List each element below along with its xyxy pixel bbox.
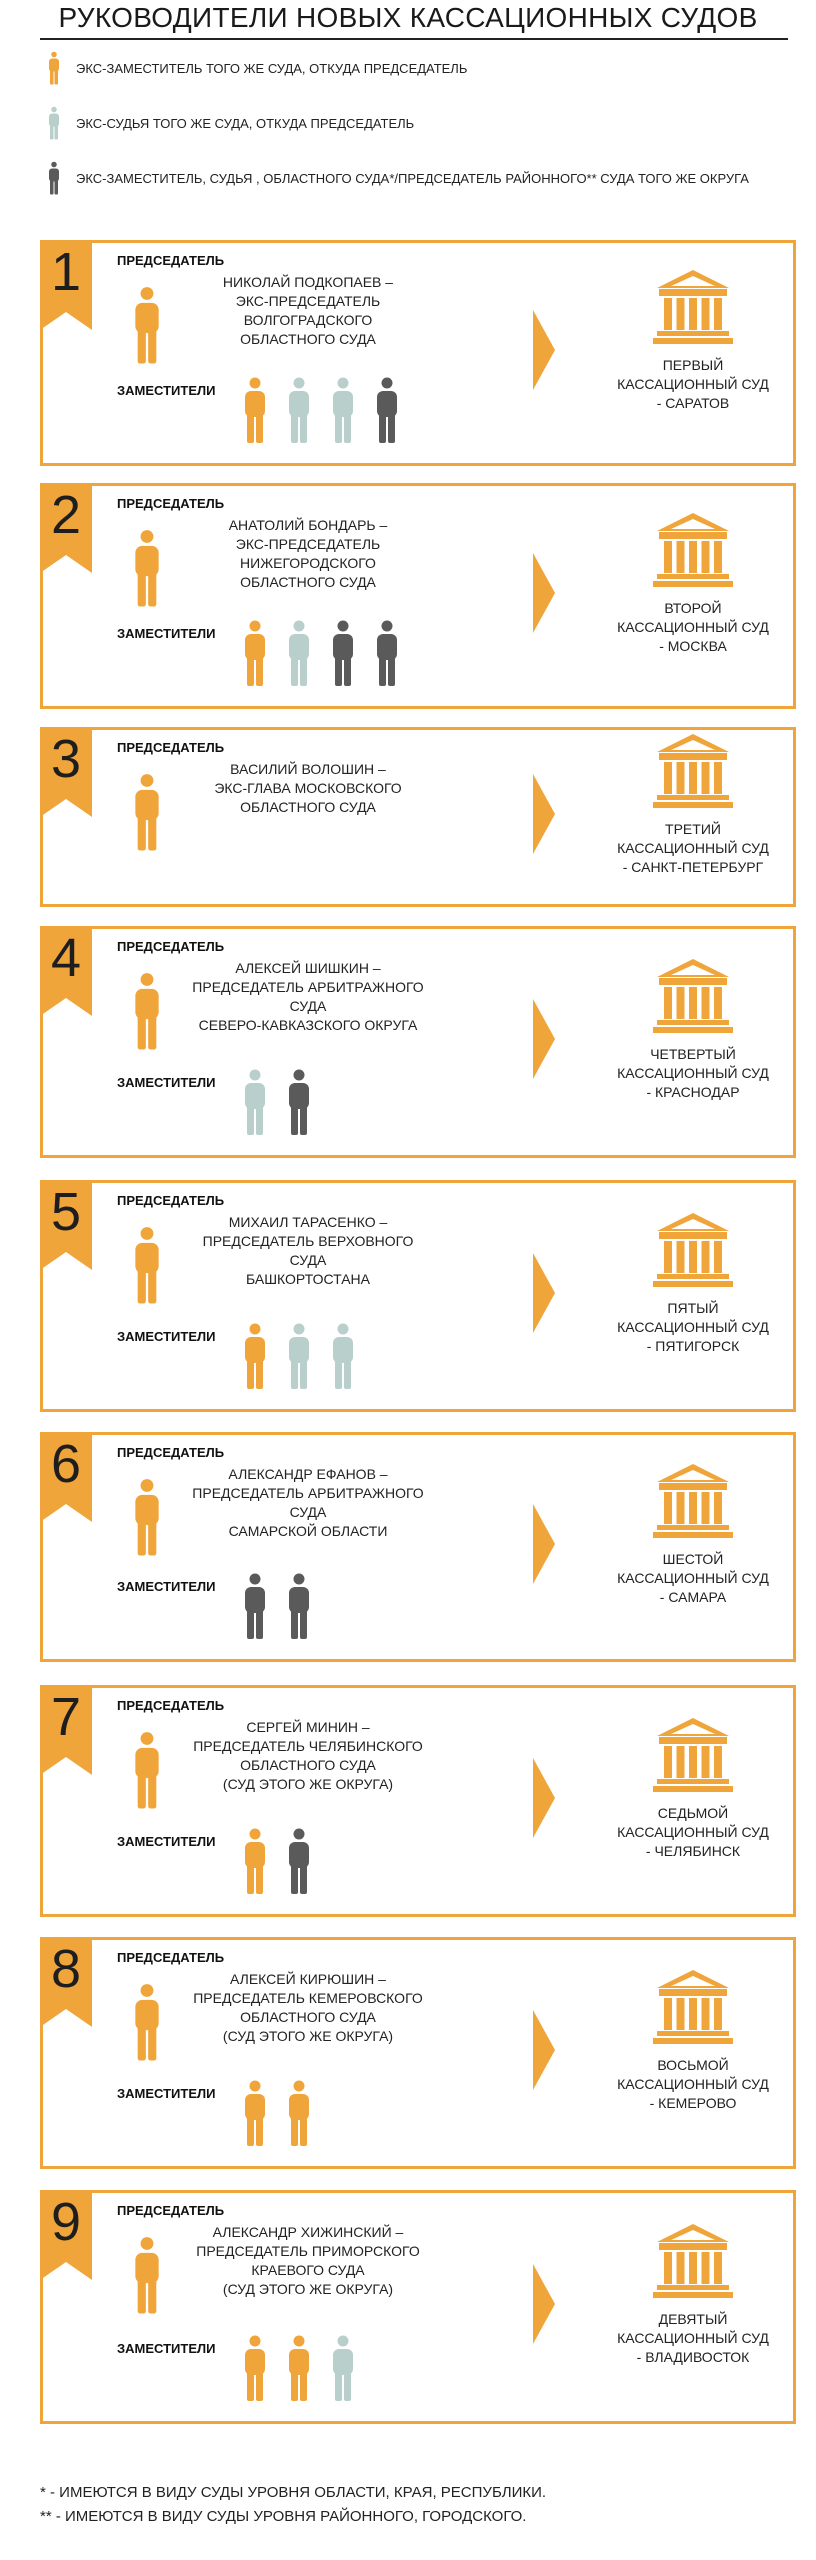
page-title: РУКОВОДИТЕЛИ НОВЫХ КАССАЦИОННЫХ СУДОВ	[58, 2, 758, 33]
person-icon	[243, 620, 267, 686]
number-ribbon	[40, 1937, 92, 2027]
chairman-line: (СУД ЭТОГО ЖЕ ОКРУГА)	[222, 2028, 394, 2044]
deputy-person-icon	[287, 377, 311, 443]
chairman-line: ОБЛАСТНОГО СУДА	[240, 1757, 376, 1773]
courthouse-icon	[653, 268, 733, 344]
deputy-person-icon	[375, 620, 399, 686]
person-icon	[331, 620, 355, 686]
court-name-line: КАССАЦИОННЫЙ СУД	[617, 1319, 769, 1335]
arrow-right-icon	[533, 2010, 555, 2090]
chairman-person-icon	[133, 283, 161, 367]
court-name	[593, 356, 793, 413]
person-icon	[243, 2080, 267, 2146]
chairman-person-icon	[133, 1223, 161, 1307]
chairman-person-icon	[133, 2233, 161, 2317]
deputies-label: ЗАМЕСТИТЕЛИ	[117, 2341, 216, 2356]
chairman-line: ОБЛАСТНОГО СУДА	[240, 2009, 376, 2025]
chairman-label: ПРЕДСЕДАТЕЛЬ	[117, 1445, 225, 1460]
chairman-line: ПРЕДСЕДАТЕЛЬ ПРИМОРСКОГО	[196, 2243, 420, 2259]
court-number: 1	[50, 242, 82, 302]
chairman-line: СЕРГЕЙ МИНИН –	[246, 1719, 370, 1735]
court-card-8	[40, 1937, 796, 2169]
person-icon	[133, 2233, 161, 2317]
arrow-right-icon	[533, 2264, 555, 2344]
deputy-person-icon	[287, 1069, 311, 1135]
person-icon	[133, 1728, 161, 1812]
chairman-line: АЛЕКСЕЙ ШИШКИН –	[235, 960, 381, 976]
person-icon	[133, 1980, 161, 2064]
court-name	[593, 599, 793, 656]
chairman-line: ЭКС-ПРЕДСЕДАТЕЛЬ ВОЛГОГРАДСКОГО	[235, 293, 381, 328]
legend-text: ЭКС-СУДЬЯ ТОГО ЖЕ СУДА, ОТКУДА ПРЕДСЕДАТЕЛЬ	[76, 115, 415, 131]
deputy-person-icon	[331, 620, 355, 686]
deputies-group	[243, 1069, 331, 1135]
court-name	[593, 1299, 793, 1356]
court-name-line: КАССАЦИОННЫЙ СУД	[617, 2330, 769, 2346]
court-name	[593, 1045, 793, 1102]
deputy-person-icon	[243, 1828, 267, 1894]
court-name-line: ТРЕТИЙ	[665, 821, 721, 837]
chairman-line: СЕВЕРО-КАВКАЗСКОГО ОКРУГА	[198, 1017, 418, 1033]
chairman-description	[183, 760, 433, 817]
chairman-person-icon	[133, 526, 161, 610]
chairman-label: ПРЕДСЕДАТЕЛЬ	[117, 1950, 225, 1965]
number-ribbon	[40, 727, 92, 817]
person-icon	[133, 969, 161, 1053]
chairman-description	[183, 516, 433, 592]
deputies-label: ЗАМЕСТИТЕЛИ	[117, 1329, 216, 1344]
deputy-person-icon	[243, 1323, 267, 1389]
deputy-person-icon	[287, 2335, 311, 2401]
chairman-label: ПРЕДСЕДАТЕЛЬ	[117, 496, 225, 511]
chairman-line: АЛЕКСАНДР ЕФАНОВ –	[228, 1466, 388, 1482]
arrow-right-icon	[533, 1504, 555, 1584]
person-icon	[243, 1828, 267, 1894]
legend-item	[48, 158, 749, 198]
chairman-line: (СУД ЭТОГО ЖЕ ОКРУГА)	[222, 2281, 394, 2297]
chairman-description	[183, 1718, 433, 1794]
chairman-line: ПРЕДСЕДАТЕЛЬ КЕМЕРОВСКОГО	[193, 1990, 423, 2006]
chairman-line: НИКОЛАЙ ПОДКОПАЕВ –	[222, 274, 394, 290]
deputies-group	[243, 2335, 375, 2401]
courthouse-icon	[653, 1462, 733, 1538]
person-icon	[133, 283, 161, 367]
chairman-line: ЭКС-ГЛАВА МОСКОВСКОГО	[214, 780, 402, 796]
court-card-9	[40, 2190, 796, 2424]
chairman-line: ОБЛАСТНОГО СУДА	[240, 799, 376, 815]
deputy-person-icon	[331, 377, 355, 443]
court-name-line: - КРАСНОДАР	[646, 1084, 740, 1100]
person-icon	[133, 770, 161, 854]
chairman-line: МИХАИЛ ТАРАСЕНКО –	[228, 1214, 388, 1230]
legend-person-icon	[48, 104, 60, 142]
court-name-line: КАССАЦИОННЫЙ СУД	[617, 1824, 769, 1840]
court-name-line: ШЕСТОЙ	[662, 1551, 724, 1567]
chairman-label: ПРЕДСЕДАТЕЛЬ	[117, 1193, 225, 1208]
court-name-line: - ЧЕЛЯБИНСК	[645, 1843, 741, 1859]
courthouse-icon	[653, 1968, 733, 2044]
deputy-person-icon	[243, 377, 267, 443]
chairman-line: КРАЕВОГО СУДА	[251, 2262, 365, 2278]
courthouse-icon	[653, 957, 733, 1033]
chairman-line: ВАСИЛИЙ ВОЛОШИН –	[230, 761, 386, 777]
court-name-line: ДЕВЯТЫЙ	[658, 2311, 728, 2327]
court-name-line: КАССАЦИОННЫЙ СУД	[617, 2076, 769, 2092]
chairman-line: АНАТОЛИЙ БОНДАРЬ –	[228, 517, 388, 533]
arrow-right-icon	[533, 1758, 555, 1838]
number-ribbon	[40, 240, 92, 330]
court-name-line: ВТОРОЙ	[664, 600, 722, 616]
chairman-line: АЛЕКСЕЙ КИРЮШИН –	[230, 1971, 386, 1987]
person-icon	[287, 1069, 311, 1135]
chairman-line: ОБЛАСТНОГО СУДА	[240, 331, 376, 347]
court-name	[593, 1550, 793, 1607]
court-name-line: ЧЕТВЕРТЫЙ	[650, 1046, 736, 1062]
deputies-label: ЗАМЕСТИТЕЛИ	[117, 1579, 216, 1594]
court-name	[593, 1804, 793, 1861]
person-icon	[287, 620, 311, 686]
deputies-group	[243, 377, 419, 443]
chairman-description	[183, 959, 433, 1035]
court-name-line: КАССАЦИОННЫЙ СУД	[617, 1570, 769, 1586]
court-number: 5	[50, 1182, 82, 1242]
person-icon	[243, 1323, 267, 1389]
deputy-person-icon	[243, 2335, 267, 2401]
chairman-description	[183, 1465, 433, 1541]
courthouse-icon	[653, 511, 733, 587]
deputy-person-icon	[287, 620, 311, 686]
courthouse-icon	[653, 1462, 733, 1538]
court-card-7	[40, 1685, 796, 1917]
arrow-right-icon	[533, 310, 555, 390]
court-name-line: КАССАЦИОННЫЙ СУД	[617, 840, 769, 856]
courthouse-icon	[653, 2222, 733, 2298]
person-icon	[331, 1323, 355, 1389]
chairman-line: ОБЛАСТНОГО СУДА	[240, 574, 376, 590]
person-icon	[375, 377, 399, 443]
court-card-4	[40, 926, 796, 1158]
person-icon	[287, 1828, 311, 1894]
court-name	[593, 820, 793, 877]
deputies-label: ЗАМЕСТИТЕЛИ	[117, 1075, 216, 1090]
court-name-line: - МОСКВА	[659, 638, 727, 654]
court-number: 4	[50, 928, 82, 988]
chairman-line: АЛЕКСАНДР ХИЖИНСКИЙ –	[212, 2224, 404, 2240]
chairman-description	[183, 1213, 433, 1289]
footnote-1: * - ИМЕЮТСЯ В ВИДУ СУДЫ УРОВНЯ ОБЛАСТИ, КРАЯ, РЕСПУБЛИКИ.	[40, 2484, 547, 2501]
court-name-line: - ВЛАДИВОСТОК	[636, 2349, 750, 2365]
court-card-2	[40, 483, 796, 709]
court-name-line: ВОСЬМОЙ	[657, 2057, 729, 2073]
person-icon	[243, 2335, 267, 2401]
chairman-description	[183, 2223, 433, 2299]
deputies-group	[243, 620, 419, 686]
court-name-line: - САМАРА	[659, 1589, 727, 1605]
legend-item	[48, 103, 414, 143]
title-divider	[40, 38, 788, 40]
court-name-line: СЕДЬМОЙ	[657, 1805, 729, 1821]
deputy-person-icon	[287, 1828, 311, 1894]
court-name-line: КАССАЦИОННЫЙ СУД	[617, 1065, 769, 1081]
court-name	[593, 2056, 793, 2113]
courthouse-icon	[653, 511, 733, 587]
deputy-person-icon	[243, 2080, 267, 2146]
person-icon	[133, 526, 161, 610]
person-icon	[133, 1223, 161, 1307]
deputy-person-icon	[287, 1573, 311, 1639]
chairman-label: ПРЕДСЕДАТЕЛЬ	[117, 939, 225, 954]
deputies-label: ЗАМЕСТИТЕЛИ	[117, 383, 216, 398]
chairman-line: БАШКОРТОСТАНА	[246, 1271, 370, 1287]
courthouse-icon	[653, 268, 733, 344]
number-ribbon	[40, 2190, 92, 2280]
person-icon	[48, 159, 60, 197]
chairman-line: ПРЕДСЕДАТЕЛЬ ВЕРХОВНОГО СУДА	[202, 1233, 414, 1268]
number-ribbon	[40, 1432, 92, 1522]
chairman-line: ПРЕДСЕДАТЕЛЬ ЧЕЛЯБИНСКОГО	[193, 1738, 423, 1754]
chairman-line: САМАРСКОЙ ОБЛАСТИ	[228, 1523, 388, 1539]
court-name	[593, 2310, 793, 2367]
person-icon	[287, 1323, 311, 1389]
court-number: 2	[50, 485, 82, 545]
chairman-line: ПРЕДСЕДАТЕЛЬ АРБИТРАЖНОГО СУДА	[192, 979, 424, 1014]
person-icon	[48, 49, 60, 87]
court-number: 3	[50, 729, 82, 789]
footnote-2: ** - ИМЕЮТСЯ В ВИДУ СУДЫ УРОВНЯ РАЙОННОГО, ГОРОДСКОГО.	[40, 2508, 527, 2525]
chairman-description	[183, 1970, 433, 2046]
arrow-right-icon	[533, 1253, 555, 1333]
court-name-line: - КЕМЕРОВО	[649, 2095, 737, 2111]
arrow-right-icon	[533, 999, 555, 1079]
deputy-person-icon	[287, 2080, 311, 2146]
deputy-person-icon	[243, 1573, 267, 1639]
chairman-person-icon	[133, 1475, 161, 1559]
legend-text: ЭКС-ЗАМЕСТИТЕЛЬ, СУДЬЯ , ОБЛАСТНОГО СУДА*/ПРЕДСЕДАТЕЛЬ РАЙОННОГО** СУДА ТОГО ЖЕ ОКРУГА	[76, 170, 749, 186]
court-name-line: КАССАЦИОННЫЙ СУД	[617, 376, 769, 392]
court-card-3	[40, 727, 796, 907]
chairman-line: ЭКС-ПРЕДСЕДАТЕЛЬ НИЖЕГОРОДСКОГО	[235, 536, 381, 571]
deputy-person-icon	[375, 377, 399, 443]
person-icon	[287, 2335, 311, 2401]
court-number: 7	[50, 1687, 82, 1747]
deputies-label: ЗАМЕСТИТЕЛИ	[117, 2086, 216, 2101]
legend-item	[48, 48, 467, 88]
person-icon	[243, 1573, 267, 1639]
number-ribbon	[40, 1180, 92, 1270]
chairman-label: ПРЕДСЕДАТЕЛЬ	[117, 740, 225, 755]
arrow-right-icon	[533, 553, 555, 633]
person-icon	[287, 1573, 311, 1639]
person-icon	[331, 2335, 355, 2401]
chairman-label: ПРЕДСЕДАТЕЛЬ	[117, 1698, 225, 1713]
chairman-person-icon	[133, 770, 161, 854]
court-number: 6	[50, 1434, 82, 1494]
chairman-label: ПРЕДСЕДАТЕЛЬ	[117, 253, 225, 268]
courthouse-icon	[653, 1716, 733, 1792]
court-card-6	[40, 1432, 796, 1662]
chairman-person-icon	[133, 969, 161, 1053]
legend-text: ЭКС-ЗАМЕСТИТЕЛЬ ТОГО ЖЕ СУДА, ОТКУДА ПРЕДСЕДАТЕЛЬ	[76, 60, 468, 76]
deputies-label: ЗАМЕСТИТЕЛИ	[117, 1834, 216, 1849]
chairman-person-icon	[133, 1728, 161, 1812]
courthouse-icon	[653, 732, 733, 808]
deputies-group	[243, 1323, 375, 1389]
court-name-line: КАССАЦИОННЫЙ СУД	[617, 619, 769, 635]
number-ribbon	[40, 483, 92, 573]
deputy-person-icon	[331, 1323, 355, 1389]
deputies-label: ЗАМЕСТИТЕЛИ	[117, 626, 216, 641]
court-name-line: ПЕРВЫЙ	[662, 357, 724, 373]
person-icon	[375, 620, 399, 686]
courthouse-icon	[653, 1211, 733, 1287]
legend-person-icon	[48, 49, 60, 87]
court-name-line: - ПЯТИГОРСК	[646, 1338, 740, 1354]
courthouse-icon	[653, 1716, 733, 1792]
court-card-1	[40, 240, 796, 466]
chairman-line: (СУД ЭТОГО ЖЕ ОКРУГА)	[222, 1776, 394, 1792]
chairman-person-icon	[133, 1980, 161, 2064]
courthouse-icon	[653, 1968, 733, 2044]
deputy-person-icon	[287, 1323, 311, 1389]
deputy-person-icon	[243, 620, 267, 686]
court-card-5	[40, 1180, 796, 1412]
deputies-group	[243, 1573, 331, 1639]
courthouse-icon	[653, 957, 733, 1033]
court-number: 8	[50, 1939, 82, 1999]
court-name-line: ПЯТЫЙ	[667, 1300, 719, 1316]
courthouse-icon	[653, 2222, 733, 2298]
person-icon	[243, 1069, 267, 1135]
arrow-right-icon	[533, 774, 555, 854]
deputies-group	[243, 2080, 331, 2146]
legend-person-icon	[48, 159, 60, 197]
person-icon	[48, 104, 60, 142]
person-icon	[331, 377, 355, 443]
court-name-line: - САНКТ-ПЕТЕРБУРГ	[622, 859, 764, 875]
person-icon	[287, 2080, 311, 2146]
deputy-person-icon	[243, 1069, 267, 1135]
court-name-line: - САРАТОВ	[656, 395, 730, 411]
chairman-label: ПРЕДСЕДАТЕЛЬ	[117, 2203, 225, 2218]
chairman-description	[183, 273, 433, 349]
court-number: 9	[50, 2192, 82, 2252]
person-icon	[243, 377, 267, 443]
number-ribbon	[40, 1685, 92, 1775]
courthouse-icon	[653, 732, 733, 808]
courthouse-icon	[653, 1211, 733, 1287]
deputy-person-icon	[331, 2335, 355, 2401]
number-ribbon	[40, 926, 92, 1016]
person-icon	[133, 1475, 161, 1559]
chairman-line: ПРЕДСЕДАТЕЛЬ АРБИТРАЖНОГО СУДА	[192, 1485, 424, 1520]
person-icon	[287, 377, 311, 443]
deputies-group	[243, 1828, 331, 1894]
